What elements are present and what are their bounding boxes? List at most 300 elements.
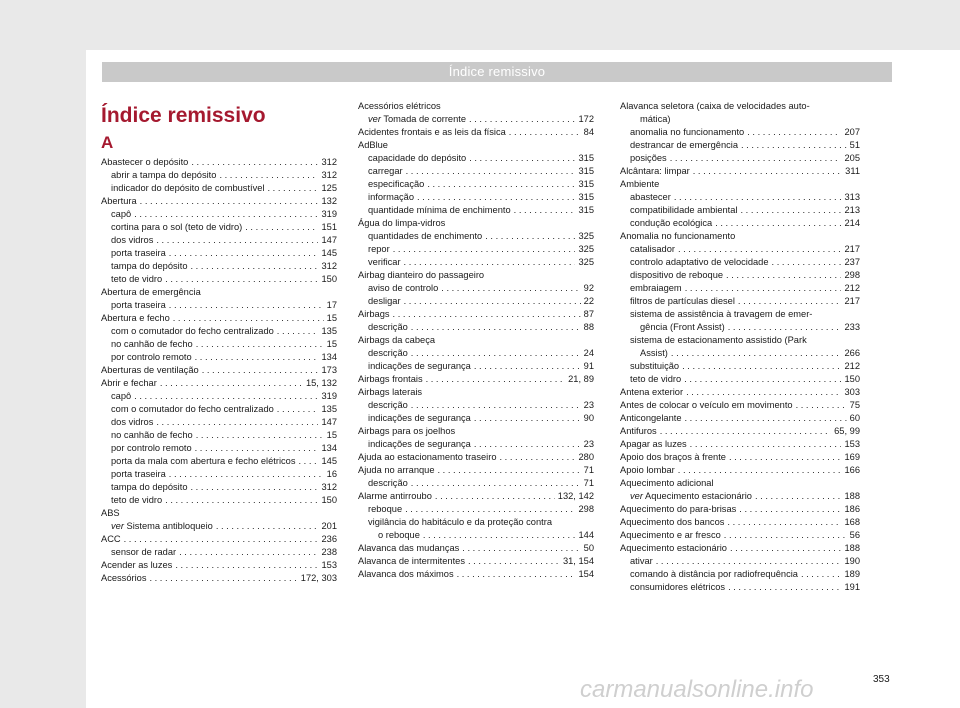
dot-leader [686,386,841,399]
index-term [630,191,671,204]
page-reference[interactable]: 186 [844,504,860,514]
page-reference[interactable]: 23 [583,439,594,449]
document-page [86,50,960,708]
index-entry [358,139,594,152]
index-term-text: dispositivo de reboque [630,270,724,280]
dot-leader [678,464,842,477]
index-term-text: catalisador [630,244,675,254]
page-reference[interactable]: 132 [321,196,337,206]
dot-leader [411,399,581,412]
index-entry [620,464,860,477]
index-entry [358,451,594,464]
page-reference[interactable]: 315 [578,153,594,163]
index-term [111,351,192,364]
page-reference[interactable]: 298 [844,270,860,280]
index-term-text: dos vidros [111,417,154,427]
page-reference[interactable]: 15 [326,430,337,440]
page-reference[interactable]: 134 [321,352,337,362]
page-reference[interactable]: 132, 142 [557,491,594,501]
index-entry [101,260,337,273]
index-entry [101,559,337,572]
index-term [630,126,744,139]
index-entry [101,286,337,299]
page-reference[interactable]: 150 [321,495,337,505]
index-term [630,360,679,373]
watermark-text: carmanualsonline.info [580,676,814,703]
page-reference[interactable]: 315 [578,179,594,189]
index-term [101,156,188,169]
index-entry [101,247,337,260]
page-reference[interactable]: 24 [583,348,594,358]
dot-leader [457,568,576,581]
index-entry [358,191,594,204]
page-reference[interactable]: 325 [578,231,594,241]
dot-leader [427,178,575,191]
index-entry [101,442,337,455]
dot-leader [191,481,319,494]
page-reference[interactable]: 238 [321,547,337,557]
index-term [111,481,188,494]
index-term [368,321,408,334]
index-term-text: Sistema antibloqueio [126,521,213,531]
index-entry [620,217,860,230]
index-entry [101,169,337,182]
index-entry [101,338,337,351]
dot-leader [738,295,842,308]
page-reference[interactable]: 90 [583,413,594,423]
page-reference[interactable]: 315 [578,192,594,202]
index-entry [358,529,594,542]
index-entry [620,477,860,490]
index-entry [620,425,860,438]
index-term-text: ACC [101,534,121,544]
index-entry [358,347,594,360]
dot-leader [500,451,576,464]
index-term-text: porta da mala com abertura e fecho elétricos [111,456,296,466]
index-term-text: sensor de radar [111,547,177,557]
page-reference[interactable]: 88 [583,322,594,332]
dot-leader [715,217,841,230]
index-term [630,295,735,308]
index-term-text: compatibilidade ambiental [630,205,738,215]
index-term-text: mática) [640,114,671,124]
dot-leader [140,195,319,208]
dot-leader [682,360,841,373]
index-term-text: Ambiente [620,179,660,189]
page-reference[interactable]: 154 [578,569,594,579]
dot-leader [438,464,581,477]
index-entry [101,182,337,195]
page-reference[interactable]: 280 [578,452,594,462]
page-reference[interactable]: 135 [321,404,337,414]
index-term-text: Alarme antirroubo [358,491,432,501]
index-term [368,412,471,425]
index-entry [620,165,860,178]
index-term-text: teto de vidro [111,274,163,284]
index-entry [358,438,594,451]
index-term [630,282,682,295]
index-entry [620,542,860,555]
index-entry [620,347,860,360]
dot-leader [730,542,842,555]
page-reference[interactable]: 266 [844,348,860,358]
index-term-text: substituição [630,361,680,371]
index-term [358,451,497,464]
page-reference[interactable]: 60 [849,413,860,423]
dot-leader [134,390,318,403]
index-term [630,568,798,581]
page-reference[interactable]: 166 [844,465,860,475]
index-term [630,152,667,165]
dot-leader [299,455,319,468]
index-term [111,299,166,312]
index-entry [358,217,594,230]
index-term-text: Ajuda ao estacionamento traseiro [358,452,497,462]
index-term-text: o reboque [378,530,420,540]
index-entry [620,438,860,451]
page-reference[interactable]: 153 [321,560,337,570]
dot-leader [175,559,318,572]
index-column-2 [358,100,594,581]
dot-leader [726,269,841,282]
index-term [111,520,213,533]
index-entry [358,165,594,178]
index-term-text: controlo adaptativo de velocidade [630,257,769,267]
dot-leader [411,321,581,334]
index-term-text: no canhão de fecho [111,430,193,440]
index-entry [620,516,860,529]
index-term [101,533,121,546]
index-term [111,338,193,351]
index-term [368,360,471,373]
page-reference[interactable]: 23 [583,400,594,410]
page-reference[interactable]: 303 [844,387,860,397]
index-term [368,243,390,256]
page-reference[interactable]: 87 [583,309,594,319]
dot-leader [169,468,324,481]
page-reference[interactable]: 189 [844,569,860,579]
page-reference[interactable]: 84 [583,127,594,137]
index-entry [101,221,337,234]
index-entry [358,113,594,126]
page-reference[interactable]: 91 [583,361,594,371]
index-term-text: ABS [101,508,120,518]
index-entry [620,282,860,295]
index-entry [101,481,337,494]
page-reference[interactable]: 315 [578,205,594,215]
page-reference[interactable]: 169 [844,452,860,462]
dot-leader [674,191,842,204]
index-term-text: porta traseira [111,300,166,310]
dot-leader [462,542,580,555]
index-term-text: embraiagem [630,283,682,293]
index-entry [358,490,594,503]
index-term-text: ativar [630,556,653,566]
see-reference: ver [111,521,124,531]
dot-leader [747,126,841,139]
index-term [111,455,296,468]
index-term [630,373,681,386]
page-reference[interactable]: 311 [845,166,860,176]
index-term-text: Acessórios [101,573,147,583]
index-term-text: abrir a tampa do depósito [111,170,217,180]
index-term [378,529,420,542]
page-reference[interactable]: 325 [578,257,594,267]
dot-leader [739,503,841,516]
dot-leader [796,399,847,412]
page-title: Índice remissivo [101,104,266,127]
dot-leader [156,234,318,247]
index-term [111,416,153,429]
index-term-text: Aberturas de ventilação [101,365,199,375]
dot-leader [191,156,318,169]
index-entry [620,178,860,191]
index-term [640,321,725,334]
index-term-text: condução ecológica [630,218,713,228]
index-entry [358,230,594,243]
page-reference[interactable]: 51 [849,140,860,150]
index-term-text: Antena exterior [620,387,684,397]
index-term-text: no canhão de fecho [111,339,193,349]
index-term [620,425,657,438]
dot-leader [393,243,576,256]
index-entry [358,399,594,412]
index-term [111,429,193,442]
page-reference[interactable]: 217 [844,244,860,254]
dot-leader [179,546,318,559]
page-reference[interactable]: 312 [321,170,337,180]
index-term [368,113,466,126]
index-entry [620,269,860,282]
page-reference[interactable]: 50 [583,543,594,553]
page-reference[interactable]: 168 [844,517,860,527]
page-reference[interactable]: 145 [321,248,337,258]
page-reference[interactable]: 135 [321,326,337,336]
dot-leader [245,221,318,234]
page-reference[interactable]: 153 [844,439,860,449]
page-reference[interactable]: 173 [321,365,337,375]
index-term-text: Antes de colocar o veículo em movimento [620,400,793,410]
index-entry [620,139,860,152]
index-column-1 [101,156,337,585]
page-reference[interactable]: 233 [844,322,860,332]
page-reference[interactable]: 237 [844,257,860,267]
page-reference[interactable]: 31, 154 [562,556,594,566]
index-term-text: cortina para o sol (teto de vidro) [111,222,243,232]
index-term-text: quantidades de enchimento [368,231,483,241]
dot-leader [468,555,560,568]
index-entry [101,507,337,520]
page-reference[interactable]: 150 [321,274,337,284]
index-entry [620,386,860,399]
index-entry [620,308,860,321]
page-reference[interactable]: 172, 303 [300,573,337,583]
index-term [620,516,724,529]
index-entry [101,299,337,312]
page-reference[interactable]: 21, 89 [568,374,594,384]
page-reference[interactable]: 217 [844,296,860,306]
index-term-text: tampa do depósito [111,482,188,492]
dot-leader [417,191,575,204]
index-entry [101,403,337,416]
page-reference[interactable]: 15 [326,339,337,349]
index-entry [620,490,860,503]
index-entry [358,100,594,113]
page-reference[interactable]: 151 [321,222,337,232]
page-reference[interactable]: 319 [321,209,337,219]
index-term [111,325,274,338]
index-entry [101,325,337,338]
page-reference[interactable]: 17 [326,300,337,310]
index-term [620,165,690,178]
index-term-text: indicações de segurança [368,413,471,423]
dot-leader [191,260,319,273]
page-reference[interactable]: 71 [583,465,594,475]
dot-leader [678,243,842,256]
index-term [358,568,454,581]
index-entry [101,533,337,546]
index-term [620,412,682,425]
index-term-text: aviso de controlo [368,283,439,293]
index-entry [358,425,594,438]
index-entry [101,234,337,247]
index-term-text: Apagar as luzes [620,439,687,449]
index-term [111,390,131,403]
page-reference[interactable]: 172 [578,114,594,124]
index-term [111,442,192,455]
dot-leader [124,533,319,546]
index-entry [620,191,860,204]
page-reference[interactable]: 236 [321,534,337,544]
dot-leader [149,572,297,585]
dot-leader [405,503,575,516]
page-reference[interactable]: 145 [321,456,337,466]
index-term-text: filtros de partículas diesel [630,296,735,306]
page-reference[interactable]: 188 [844,491,860,501]
page-reference[interactable]: 207 [844,127,860,137]
index-entry [358,503,594,516]
index-term [101,195,137,208]
dot-leader [469,152,575,165]
see-reference: ver [630,491,643,501]
page-reference[interactable]: 134 [321,443,337,453]
index-term-text: Antifuros [620,426,657,436]
page-reference[interactable]: 56 [849,530,860,540]
index-term-text: quantidade mínima de enchimento [368,205,511,215]
index-term-text: Aquecimento dos bancos [620,517,725,527]
dot-leader [485,230,575,243]
page-reference[interactable]: 147 [321,417,337,427]
page-reference[interactable]: 312 [321,261,337,271]
index-entry [358,516,594,529]
page-reference[interactable]: 144 [578,530,594,540]
page-reference[interactable]: 201 [321,521,337,531]
index-term-text: sistema de estacionamento assistido (Park [630,335,807,345]
page-reference[interactable]: 191 [844,582,860,592]
index-term [630,243,675,256]
index-term-text: Abastecer o depósito [101,157,189,167]
dot-leader [268,182,319,195]
index-term-text: Água do limpa-vidros [358,218,446,228]
page-reference[interactable]: 188 [844,543,860,553]
index-term-text: por controlo remoto [111,443,192,453]
page-reference[interactable]: 92 [583,283,594,293]
dot-leader [219,169,318,182]
page-reference[interactable]: 71 [583,478,594,488]
page-reference[interactable]: 313 [844,192,860,202]
index-term [111,546,176,559]
index-entry [620,412,860,425]
dot-leader [469,113,575,126]
index-term-text: Aquecimento estacionário [645,491,752,501]
index-term-text: Assist) [640,348,668,358]
index-term [620,503,736,516]
page-reference[interactable]: 212 [844,283,860,293]
page-reference[interactable]: 213 [844,205,860,215]
index-term-text: Acessórios elétricos [358,101,441,111]
page-reference[interactable]: 16 [326,469,337,479]
index-term-text: Abertura [101,196,137,206]
dot-leader [727,516,841,529]
index-term-text: Apoio lombar [620,465,675,475]
page-reference[interactable]: 15 [326,313,337,323]
page-reference[interactable]: 312 [321,157,337,167]
index-term [111,260,188,273]
index-term [620,464,675,477]
index-term-text: com o comutador do fecho centralizado [111,404,274,414]
index-entry [101,351,337,364]
page-reference[interactable]: 315 [578,166,594,176]
index-entry [620,529,860,542]
page-reference[interactable]: 65, 99 [834,426,860,436]
page-reference[interactable]: 75 [849,400,860,410]
index-term-text: descrição [368,348,408,358]
index-term [111,169,216,182]
index-term [640,347,668,360]
page-reference[interactable]: 319 [321,391,337,401]
page-reference[interactable]: 325 [578,244,594,254]
page-reference[interactable]: 298 [578,504,594,514]
index-entry [620,256,860,269]
page-reference[interactable]: 22 [583,296,594,306]
page-reference[interactable]: 150 [844,374,860,384]
index-term [101,572,146,585]
dot-leader [728,321,842,334]
index-term [630,217,712,230]
index-entry [101,468,337,481]
page-reference[interactable]: 312 [321,482,337,492]
index-term [630,256,769,269]
index-term-text: anomalia no funcionamento [630,127,745,137]
index-term [111,182,265,195]
index-term [368,503,402,516]
page-reference[interactable]: 15, 132 [305,378,337,388]
page-reference[interactable]: 125 [321,183,337,193]
dot-leader [685,282,842,295]
page-reference[interactable]: 147 [321,235,337,245]
page-reference[interactable]: 212 [844,361,860,371]
dot-leader [404,256,576,269]
dot-leader [196,429,324,442]
page-reference[interactable]: 214 [844,218,860,228]
dot-leader [404,295,581,308]
page-reference[interactable]: 190 [844,556,860,566]
index-entry [101,572,337,585]
index-term [630,269,723,282]
index-term-text: abastecer [630,192,671,202]
index-term-text: Aquecimento do para-brisas [620,504,737,514]
page-reference[interactable]: 205 [844,153,860,163]
